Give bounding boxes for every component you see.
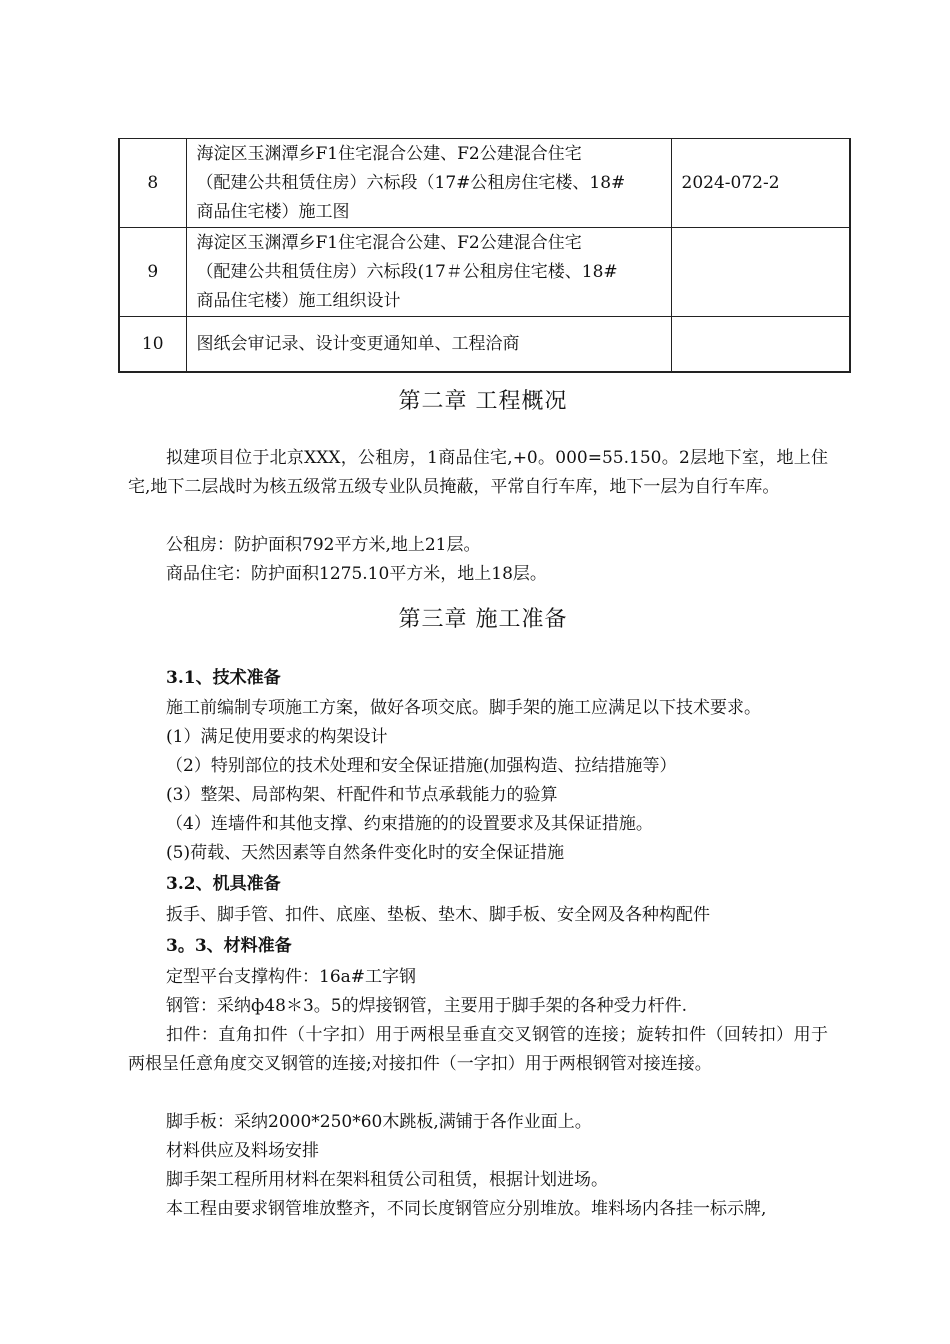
- material-line: 钢管：采纳ф48＊3。5的焊接钢管，主要用于脚手架的各种受力杆件.: [166, 996, 687, 1016]
- document-name: [186, 317, 671, 373]
- section-3-3-title: 3。3、材料准备: [166, 936, 292, 956]
- name-line: （配建公共租赁住房）六标段(17＃公租房住宅楼、18#: [196, 261, 618, 282]
- table-row: [119, 139, 850, 228]
- requirement-item: （2）特别部位的技术处理和安全保证措施(加强构造、拉结措施等）: [166, 756, 677, 776]
- requirement-item: （4）连墙件和其他支撑、约束措施的的设置要求及其保证措施。: [166, 814, 653, 834]
- section-3-1-title: 3.1、技术准备: [166, 668, 281, 688]
- row-number: 8: [119, 139, 186, 228]
- commercial-housing-area: 商品住宅：防护面积1275.10平方米，地上18层。: [166, 564, 547, 584]
- document-code: [671, 228, 850, 317]
- chapter-3-title: 第三章 施工准备: [398, 607, 568, 632]
- name-line: 商品住宅楼）施工图: [196, 201, 350, 222]
- requirement-item: (3）整架、局部构架、杆配件和节点承载能力的验算: [166, 785, 558, 805]
- section-3-2-text: 扳手、脚手管、扣件、底座、垫板、垫木、脚手板、安全网及各种构配件: [166, 905, 710, 925]
- name-line: 图纸会审记录、设计变更通知单、工程洽商: [196, 333, 520, 354]
- name-line: （配建公共租赁住房）六标段（17#公租房住宅楼、18#: [196, 172, 626, 193]
- document-code: 2024-072-2: [671, 139, 850, 228]
- chapter-2-paragraph: 拟建项目位于北京XXX，公租房，1商品住宅,+0。000=55.150。2层地下室，地上住宅,地下二层战时为核五级常五级专业队员掩蔽，平常自行车库，地下一层为自行车库。: [128, 448, 828, 497]
- name-line: 海淀区玉渊潭乡F1住宅混合公建、F2公建混合住宅: [196, 232, 582, 253]
- name-line: 海淀区玉渊潭乡F1住宅混合公建、F2公建混合住宅: [196, 143, 582, 164]
- material-line: 脚手架工程所用材料在架料租赁公司租赁，根据计划进场。: [166, 1170, 608, 1190]
- document-code: [671, 317, 850, 373]
- chapter-2-title: 第二章 工程概况: [398, 389, 568, 414]
- public-rental-area: 公租房：防护面积792平方米,地上21层。: [166, 535, 481, 555]
- section-3-1-intro: 施工前编制专项施工方案，做好各项交底。脚手架的施工应满足以下技术要求。: [166, 698, 761, 718]
- material-line: 脚手板：采纳2000*250*60木跳板,满铺于各作业面上。: [166, 1112, 592, 1132]
- requirement-item: (5)荷载、天然因素等自然条件变化时的安全保证措施: [166, 843, 565, 863]
- table-row: [119, 228, 850, 317]
- drawing-list-table: [118, 138, 851, 373]
- material-line: 材料供应及料场安排: [166, 1141, 319, 1161]
- row-number: 10: [119, 317, 186, 373]
- name-line: 商品住宅楼）施工组织设计: [196, 290, 401, 311]
- document-name: [186, 228, 671, 317]
- requirement-item: (1）满足使用要求的构架设计: [166, 727, 388, 747]
- section-3-2-title: 3.2、机具准备: [166, 874, 281, 894]
- document-name: [186, 139, 671, 228]
- material-line: 定型平台支撑构件：16a#工字钢: [166, 967, 417, 987]
- fastener-paragraph: 扣件：直角扣件（十字扣）用于两根呈垂直交叉钢管的连接；旋转扣件（回转扣）用于两根呈任意角度交叉钢管的连接;对接扣件（一字扣）用于两根钢管对接连接。: [128, 1025, 828, 1074]
- row-number: 9: [119, 228, 186, 317]
- table-row: [119, 317, 850, 373]
- material-line: 本工程由要求钢管堆放整齐，不同长度钢管应分别堆放。堆料场内各挂一标示牌,: [166, 1199, 767, 1219]
